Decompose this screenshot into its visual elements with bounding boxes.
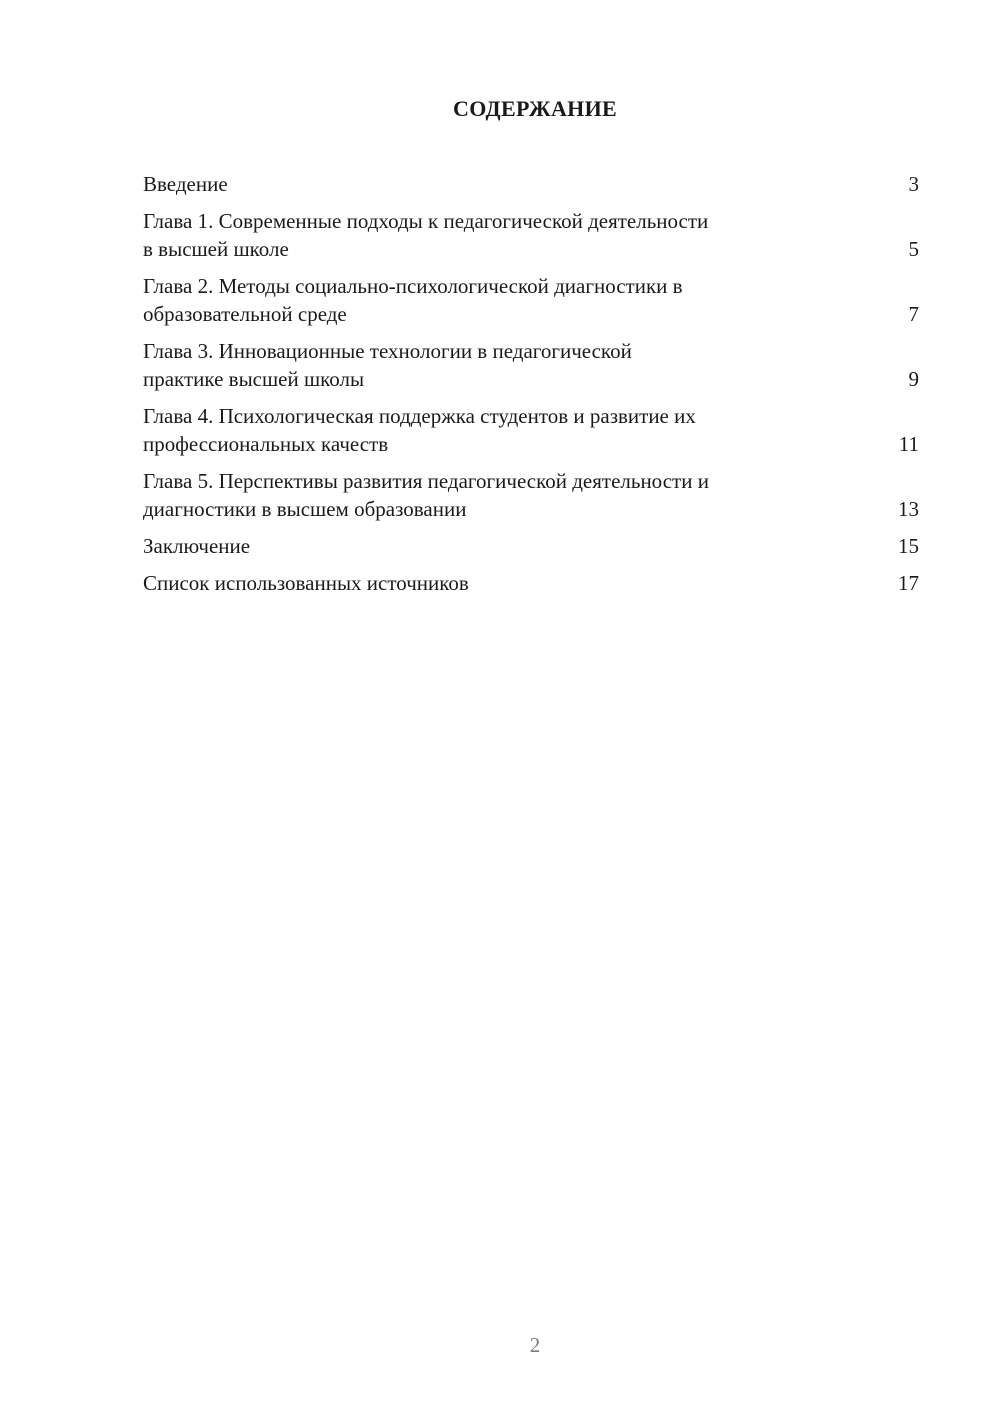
toc-entry-line: практике высшей школы <box>143 367 365 391</box>
toc-entry-line: Заключение <box>143 534 251 558</box>
toc-entry-title <box>143 337 833 393</box>
toc-entry-line: Глава 1. Современные подходы к педагогической деятельности <box>143 209 709 233</box>
toc-entry-page-number: 17 <box>898 571 919 595</box>
toc-entry-title <box>143 467 833 523</box>
toc-entry-page-number: 5 <box>908 237 919 261</box>
toc-entry-page-number: 7 <box>908 302 919 326</box>
toc-entry-line: Глава 3. Инновационные технологии в педагогической <box>143 339 632 363</box>
toc-entry[interactable] <box>143 207 919 263</box>
toc-entry-line: профессиональных качеств <box>143 432 389 456</box>
toc-entry-line: Список использованных источников <box>143 571 469 595</box>
toc-entry-page-number: 15 <box>898 534 919 558</box>
toc-entry[interactable] <box>143 569 919 597</box>
toc-entry-line: Введение <box>143 172 228 196</box>
toc-entry[interactable] <box>143 467 919 523</box>
toc-entry-page-number: 3 <box>908 172 919 196</box>
toc-entry-title <box>143 272 833 328</box>
toc-entry[interactable] <box>143 170 919 198</box>
toc-entry-line: образовательной среде <box>143 302 347 326</box>
toc-entry-line: Глава 2. Методы социально-психологической диагностики в <box>143 274 683 298</box>
toc-entry-title <box>143 207 833 263</box>
toc-entry-line: Глава 4. Психологическая поддержка студентов и развитие их <box>143 404 696 428</box>
toc-entry[interactable] <box>143 272 919 328</box>
page-number: 2 <box>529 1333 541 1357</box>
page-title: СОДЕРЖАНИЕ <box>453 96 617 121</box>
toc-entry-title <box>143 170 833 198</box>
toc-entry-page-number: 11 <box>898 432 919 456</box>
toc-entry-page-number: 9 <box>908 367 919 391</box>
toc-entry-line: в высшей школе <box>143 237 289 261</box>
toc-entry-line: диагностики в высшем образовании <box>143 497 467 521</box>
toc-entry-title <box>143 569 833 597</box>
toc-entry[interactable] <box>143 532 919 560</box>
toc-entry-title <box>143 532 833 560</box>
toc-entry[interactable] <box>143 337 919 393</box>
toc-entry-line: Глава 5. Перспективы развития педагогической деятельности и <box>143 469 709 493</box>
toc-entry-page-number: 13 <box>898 497 919 521</box>
table-of-contents <box>143 170 919 606</box>
toc-entry[interactable] <box>143 402 919 458</box>
toc-entry-title <box>143 402 833 458</box>
